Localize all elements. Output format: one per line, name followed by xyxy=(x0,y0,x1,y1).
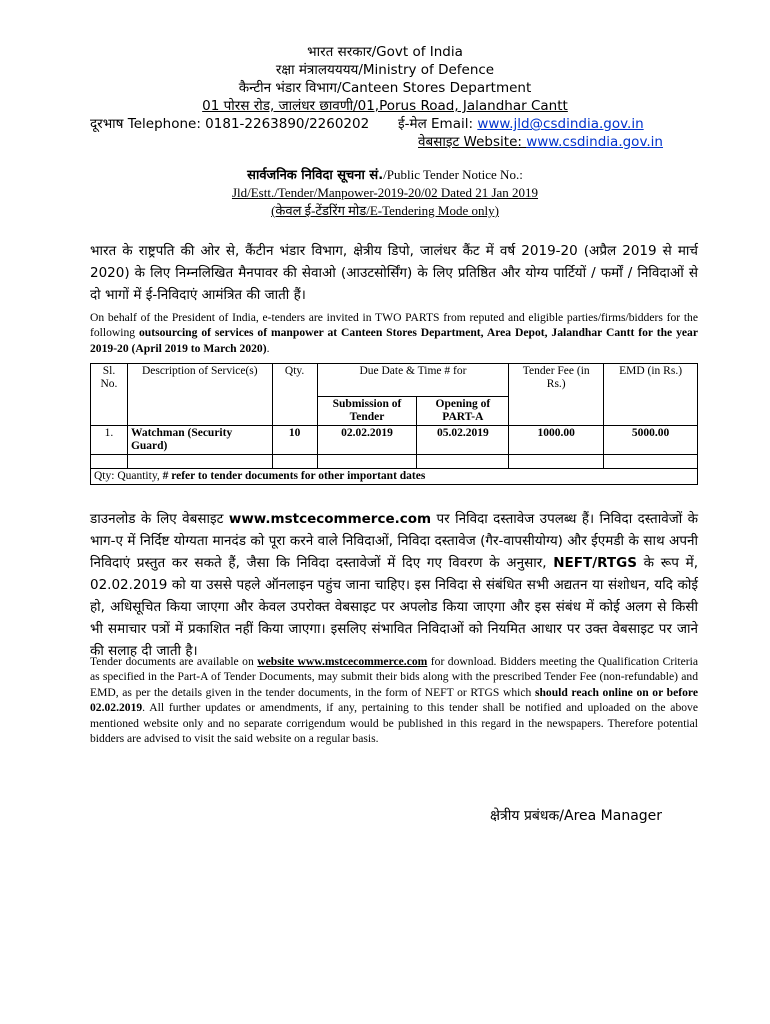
notice-title-hindi: सार्वजनिक निविदा सूचना सं. xyxy=(247,168,384,183)
website-line xyxy=(418,134,663,150)
details-english-b: for download. Bidders meeting the Qualification Criteria as specified in the Part-A of Tender Documents, may submit their bids along with the prescribed Tender Fee (non-refundable) and EMD, as per the details given in the tender documents, in the form of NEFT or RTGS which xyxy=(90,655,699,699)
intro-english xyxy=(90,310,698,356)
header-department: कैन्टीन भंडार विभाग/Canteen Stores Department xyxy=(238,80,532,96)
header-address: 01 पोरस रोड, जालंधर छावणी/01,Porus Road, Jalandhar Cantt xyxy=(202,98,568,114)
header-qty: Qty. xyxy=(272,364,317,426)
intro-english-end: . xyxy=(266,341,270,355)
details-english-a: Tender documents are available on xyxy=(90,655,258,668)
telephone: दूरभाष Telephone: 0181-2263890/2260202 xyxy=(90,116,370,132)
details-english xyxy=(90,654,698,746)
header-due-date: Due Date & Time # for xyxy=(317,364,509,397)
intro-hindi: भारत के राष्ट्रपति की ओर से, कैंटीन भंडार विभाग, क्षेत्रीय डिपो, जालंधर कैंट में वर्ष 2019-20 (अप्रैल 2019 से मार्च 2020) के लिए निम्नलिखित मैनपावर की सेवाओ (आउटसोर्सिंग) के लिए प्रतिष्ठित और योग्य पार्टियों / फर्मों / निविदाओं से दो भागों में ई-निविदाएं आमंत्रित की जाती हैं। xyxy=(90,243,698,303)
notice-title xyxy=(0,166,770,184)
website-label: वेबसाइट Website: xyxy=(418,134,527,150)
details-hindi-c: के रूप में, 02.02.2019 को या उससे पहले ऑनलाइन पहुंच जाना चाहिए। इस निविदा से संबंधित सभी अद्यतन या संशोधन, यदि कोई हो, अधिसूचित किया जाएगा और केवल उपरोक्त वेबसाइट पर अपलोड किया जाएगा और इस संबंध में कोई अलग से किसी भी समाचार पत्रों में प्रकाशित नहीं किया जाएगा। इसलिए संभावित निविदाओं को नियमित आधार पर उक्त वेबसाइट पर जाने की सलाह दी जाती है। xyxy=(90,555,698,659)
table-footnote: Qty: Quantity, # refer to tender documents for other important dates xyxy=(91,469,698,485)
cell-qty: 10 xyxy=(272,426,317,455)
details-english-c: . All further updates or amendments, if any, pertaining to this tender shall be notified and uploaded on the above mentioned website only and no separate corrigendum would be published in this regard in the newspapers. Therefore potential bidders are advised to visit the said website on a regular basis. xyxy=(90,701,698,746)
website-link[interactable]: www.csdindia.gov.in xyxy=(526,134,663,150)
details-hindi-site: www.mstcecommerce.com xyxy=(228,511,432,527)
header-opening: Opening of PART-A xyxy=(417,397,509,426)
signature-area-manager: क्षेत्रीय प्रबंधक/Area Manager xyxy=(490,808,663,824)
email-line xyxy=(398,116,644,132)
notice-title-english: /Public Tender Notice No.: xyxy=(383,167,523,182)
table-empty-row xyxy=(91,455,698,469)
notice-mode: (केवल ई-टेंडरिंग मोड/E-Tendering Mode only) xyxy=(271,203,499,218)
intro-english-start: On behalf of the President of India, e-tenders are invited in TWO PARTS from reputed and eligible parties/firms/bidders for the following xyxy=(90,311,698,340)
details-hindi xyxy=(90,508,698,662)
cell-opening: 05.02.2019 xyxy=(417,426,509,455)
details-english-site[interactable]: website www.mstcecommerce.com xyxy=(257,655,428,668)
email-link[interactable]: www.jld@csdindia.gov.in xyxy=(477,116,644,132)
tender-table xyxy=(90,363,698,485)
details-english-bold: should reach online on or before 02.02.2019 xyxy=(90,685,699,715)
header-govt: भारत सरकार/Govt of India xyxy=(307,44,463,60)
header-tender-fee: Tender Fee (in Rs.) xyxy=(509,364,604,426)
table-row xyxy=(91,426,698,455)
cell-description: Watchman (Security Guard) xyxy=(127,426,272,455)
details-hindi-neft: NEFT/RTGS xyxy=(553,555,637,571)
cell-sl: 1. xyxy=(91,426,128,455)
cell-submission: 02.02.2019 xyxy=(317,426,417,455)
header-ministry: रक्षा मंत्रालयययय/Ministry of Defence xyxy=(275,62,495,78)
table-header-row xyxy=(91,364,698,397)
header-emd: EMD (in Rs.) xyxy=(604,364,698,426)
email-label: ई-मेल Email: xyxy=(398,116,478,132)
details-hindi-a: डाउनलोड के लिए वेबसाइट xyxy=(90,511,229,527)
intro-english-bold: outsourcing of services of manpower at Canteen Stores Department, Area Depot, Jalandhar Cantt for the year 2019-20 (April 2019 to March 2020) xyxy=(90,326,698,355)
details-hindi-b: पर निविदा दस्तावेज उपलब्ध हैं। निविदा दस्तावेजों के भाग-ए में निर्दिष्ट योग्यता मानदंड को पूरा करने वाले निविदाओं, निविदा दस्तावेज (गैर-वापसीयोग्य) और ईएमडी के साथ अपनी निविदाएं प्रस्तुत कर सकते हैं, जैसा कि निविदा दस्तावेजों में दिए गए विवरण के अनुसार, xyxy=(90,511,698,571)
header-submission: Submission of Tender xyxy=(317,397,417,426)
header-description: Description of Service(s) xyxy=(127,364,272,426)
cell-emd: 5000.00 xyxy=(604,426,698,455)
notice-number: Jld/Estt./Tender/Manpower-2019-20/02 Dated 21 Jan 2019 xyxy=(231,185,539,200)
header-sl-no: Sl. No. xyxy=(91,364,128,426)
table-footnote-row xyxy=(91,469,698,485)
cell-fee: 1000.00 xyxy=(509,426,604,455)
